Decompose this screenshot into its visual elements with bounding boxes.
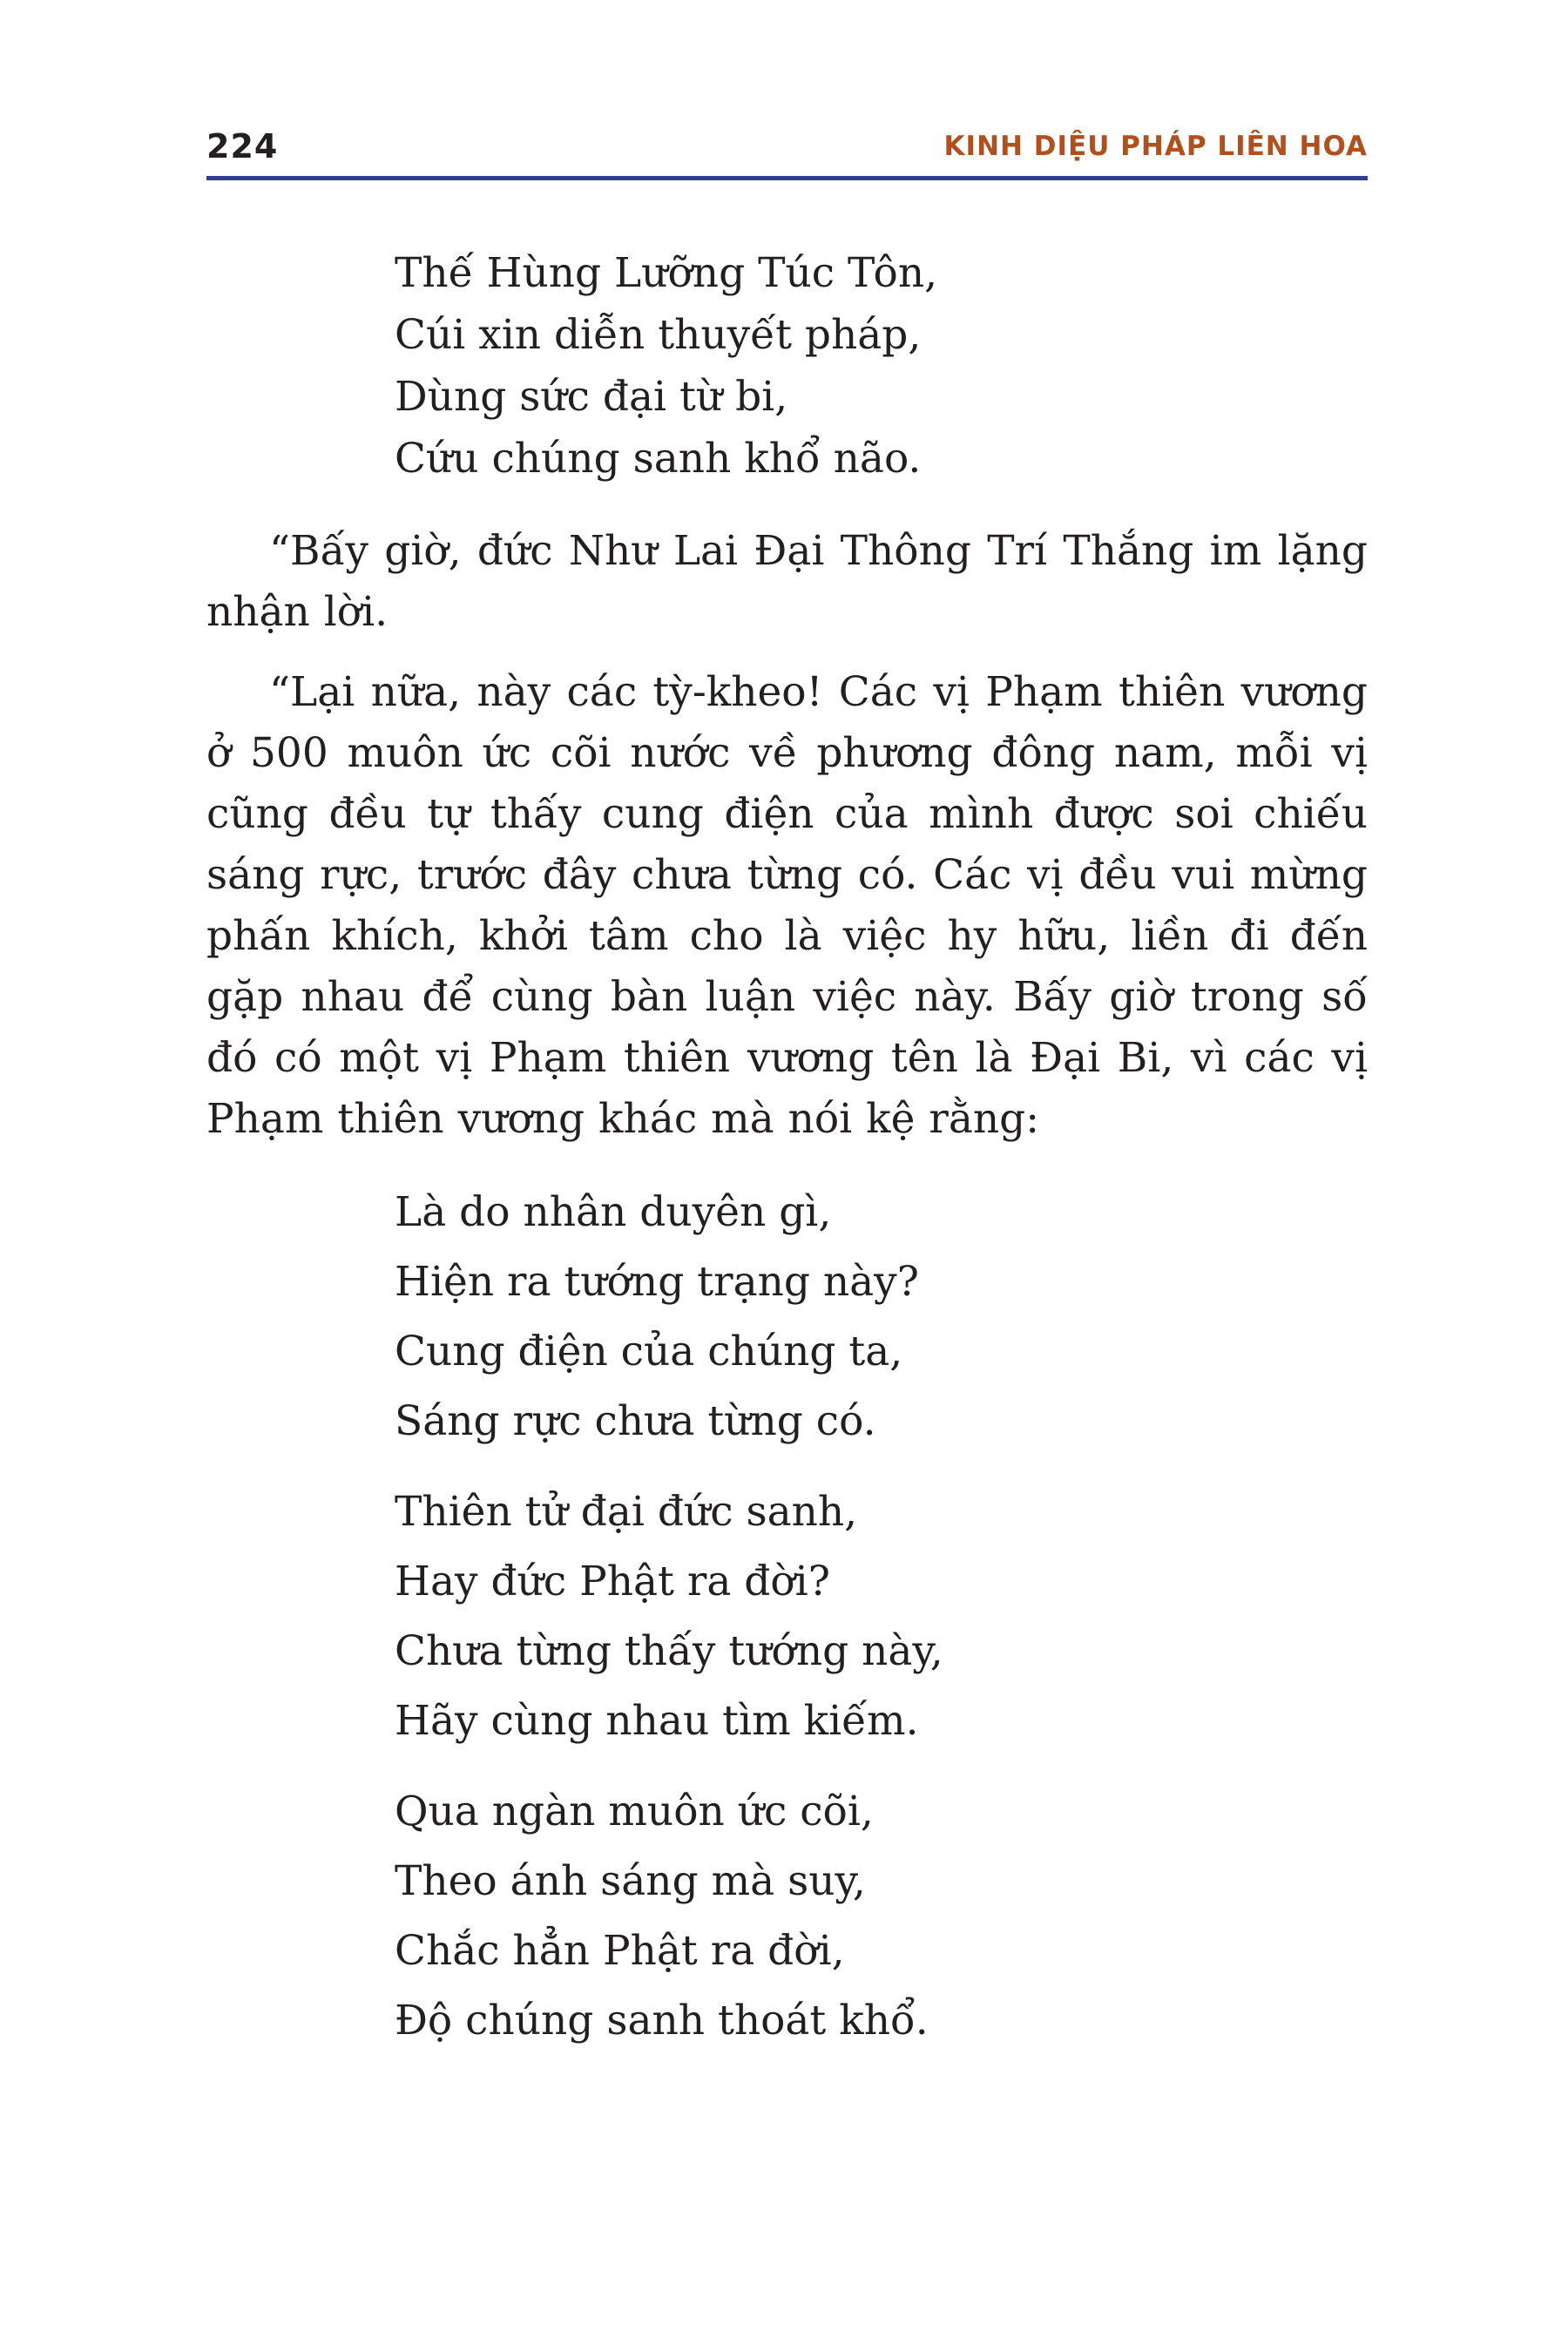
verse-line: Thế Hùng Lưỡng Túc Tôn,: [395, 249, 938, 297]
verse-gatha: [395, 1178, 1368, 2056]
page-header: [206, 122, 1368, 178]
paragraph: “Lại nữa, này các tỳ-kheo! Các vị Phạm thiên vương ở 500 muôn ức cõi nước về phương đông nam, mỗi vị cũng đều tự thấy cung điện của mình được soi chiếu sáng rực, trước đây chưa từng có. Các vị đều vui mừng phấn khích, khởi tâm cho là việc hy hữu, liền đi đến gặp nhau để cùng bàn luận việc này. Bấy giờ trong số đó có một vị Phạm thiên vương tên là Đại Bi, vì các vị Phạm thiên vương khác mà nói kệ rằng:: [206, 668, 1368, 1143]
verse-line: Sáng rực chưa từng có.: [395, 1397, 876, 1445]
verse-line: Hay đức Phật ra đời?: [395, 1558, 830, 1605]
header-divider: [206, 176, 1368, 180]
verse-intro: [395, 242, 1368, 490]
verse-line: Hiện ra tướng trạng này?: [395, 1258, 919, 1306]
verse-line: Hãy cùng nhau tìm kiếm.: [395, 1697, 919, 1745]
page-number: 224: [206, 127, 279, 166]
running-title: KINH DIỆU PHÁP LIÊN HOA: [943, 131, 1368, 162]
verse-line: Cung điện của chúng ta,: [395, 1328, 903, 1375]
paragraph: “Bấy giờ, đức Như Lai Đại Thông Trí Thắng im lặng nhận lời.: [206, 527, 1368, 636]
verse-line: Là do nhân duyên gì,: [395, 1188, 832, 1236]
stanza: [395, 1477, 1368, 1756]
verse-line: Cứu chúng sanh khổ não.: [395, 435, 922, 483]
verse-line: Cúi xin diễn thuyết pháp,: [395, 311, 922, 359]
verse-line: Thiên tử đại đức sanh,: [395, 1488, 858, 1536]
verse-line: Theo ánh sáng mà suy,: [395, 1857, 866, 1905]
verse-line: Dùng sức đại từ bi,: [395, 373, 788, 421]
stanza: [395, 1777, 1368, 2056]
verse-line: Chắc hẳn Phật ra đời,: [395, 1927, 845, 1975]
verse-line: Chưa từng thấy tướng này,: [395, 1627, 943, 1675]
stanza: [395, 1178, 1368, 1456]
page-body: [206, 242, 1368, 2077]
verse-line: Độ chúng sanh thoát khổ.: [395, 1997, 929, 2044]
verse-line: Qua ngàn muôn ức cõi,: [395, 1788, 874, 1835]
